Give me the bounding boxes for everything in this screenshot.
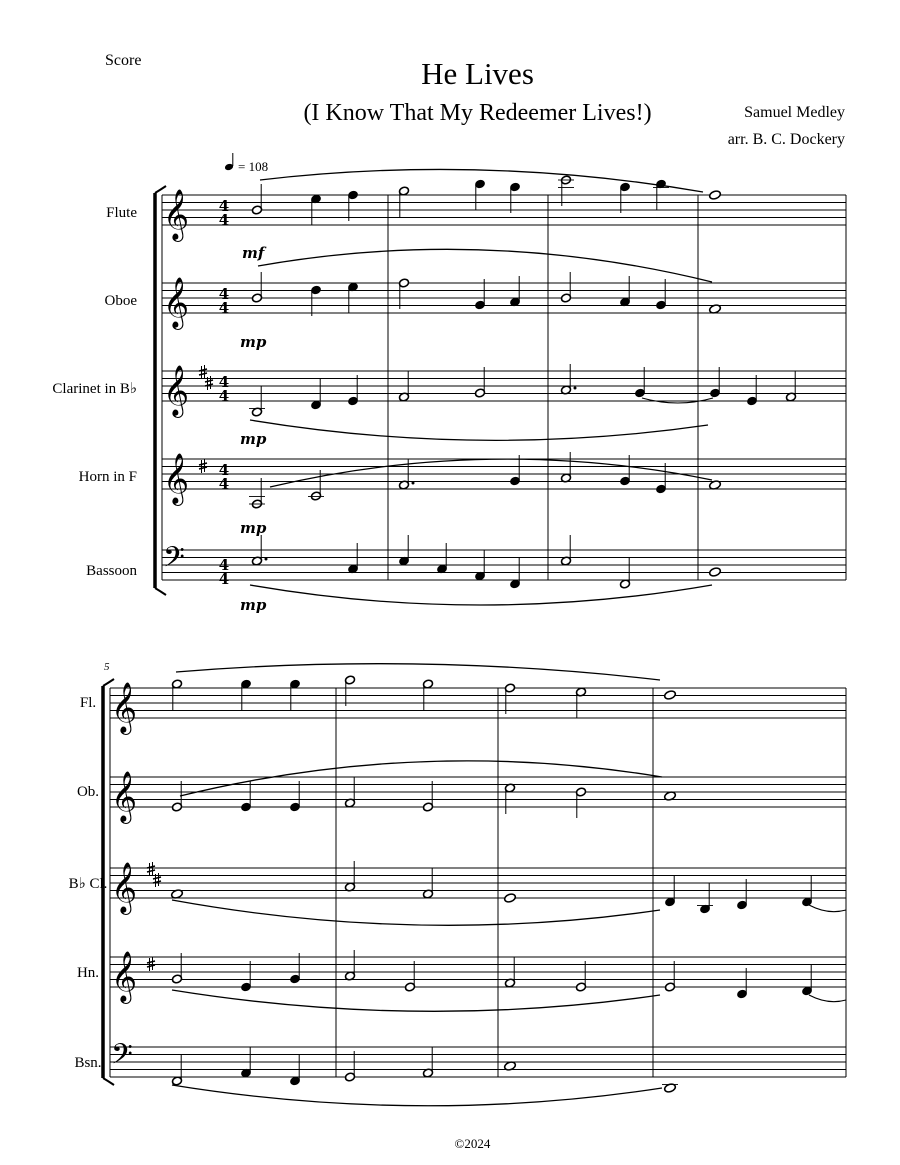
time-sig-top-3: 4 — [218, 373, 230, 391]
horn-slur — [270, 459, 712, 487]
instrument-abbr-bassoon: Bsn. — [74, 1055, 102, 1071]
arranger-credit: arr. B. C. Dockery — [727, 131, 845, 148]
instrument-abbr-horn: Hn. — [76, 965, 100, 981]
sharp-icon — [147, 870, 155, 872]
dot — [574, 387, 577, 390]
note-head — [709, 190, 722, 201]
sharp-icon — [199, 373, 207, 375]
tempo-value: = 108 — [238, 159, 269, 174]
treble-clef-icon: 𝄞 — [163, 453, 190, 504]
system2-bracket-bottom — [103, 1078, 114, 1085]
dynamic-flute: mf — [242, 244, 265, 262]
horn2-slur — [172, 990, 660, 1011]
clarinet2-slur — [172, 900, 660, 925]
treble-clef-icon: 𝄞 — [163, 365, 190, 416]
time-signatures — [219, 197, 229, 588]
treble-clef-icon: 𝄞 — [111, 771, 138, 822]
time-sig-top-4: 4 — [218, 461, 230, 479]
instrument-name-oboe: Oboe — [104, 293, 137, 309]
time-sig-top-2: 4 — [218, 285, 230, 303]
dynamic-horn: mp — [240, 519, 267, 537]
time-sig-top-1: 4 — [218, 197, 230, 215]
measure-number: 5 — [104, 661, 110, 673]
composer-credit: Samuel Medley — [744, 104, 845, 121]
treble-clef-icon: 𝄞 — [163, 189, 190, 240]
page-subtitle: (I Know That My Redeemer Lives!) — [303, 100, 652, 126]
note-head — [709, 567, 722, 578]
time-sig-bottom-1: 4 — [218, 211, 230, 229]
note-head — [504, 893, 517, 904]
dot — [265, 558, 268, 561]
dynamic-oboe: mp — [240, 333, 267, 351]
treble-clef-icon: 𝄞 — [111, 951, 138, 1002]
tempo-marking — [224, 153, 268, 174]
treble-clef-icon: 𝄞 — [111, 682, 138, 733]
sharp-icon — [147, 961, 155, 963]
treble-clef-icon: 𝄞 — [163, 277, 190, 328]
time-sig-top-5: 4 — [218, 556, 230, 574]
clarinet-slur — [250, 420, 708, 440]
sharp-icon — [205, 380, 213, 382]
note-head — [664, 690, 677, 701]
copyright-notice: ©2024 — [454, 1136, 491, 1151]
flute2-slur — [176, 664, 660, 680]
page-title: He Lives — [421, 56, 534, 91]
dynamic-bassoon: mp — [240, 596, 267, 614]
dynamic-clarinet: mp — [240, 430, 267, 448]
oboe2-slur — [180, 761, 662, 796]
system1-bracket-bottom — [155, 588, 166, 595]
clarinet2-tie — [809, 905, 846, 912]
time-sig-bottom-3: 4 — [218, 387, 230, 405]
instrument-abbr-oboe: Ob. — [76, 784, 100, 800]
sharp-icon — [147, 965, 155, 967]
horn2-tie — [809, 995, 846, 1002]
bassoon2-slur — [172, 1085, 662, 1106]
instrument-name-flute: Flute — [106, 205, 137, 221]
oboe-slur — [258, 249, 712, 282]
instrument-name-bassoon: Bassoon — [86, 563, 137, 579]
sharp-icon — [153, 877, 161, 879]
sharp-icon — [199, 467, 207, 469]
bass-clef-icon: 𝄢 — [163, 541, 185, 581]
instrument-abbr-flute: Fl. — [79, 695, 97, 711]
bass-clef-icon: 𝄢 — [111, 1038, 133, 1078]
time-sig-bottom-5: 4 — [218, 570, 230, 588]
instrument-abbr-clarinet: B♭ Cl. — [68, 876, 108, 892]
dot — [412, 482, 415, 485]
system1-instrument-names — [52, 205, 137, 579]
sharp-icon — [199, 463, 207, 465]
time-sig-bottom-4: 4 — [218, 475, 230, 493]
instrument-name-horn: Horn in F — [78, 469, 137, 485]
clarinet-tie — [642, 398, 713, 403]
time-sig-bottom-2: 4 — [218, 299, 230, 317]
bassoon-slur — [250, 585, 712, 605]
score-label: Score — [105, 52, 142, 69]
treble-clef-icon: 𝄞 — [111, 862, 138, 913]
instrument-name-clarinet: Clarinet in B♭ — [52, 381, 137, 397]
